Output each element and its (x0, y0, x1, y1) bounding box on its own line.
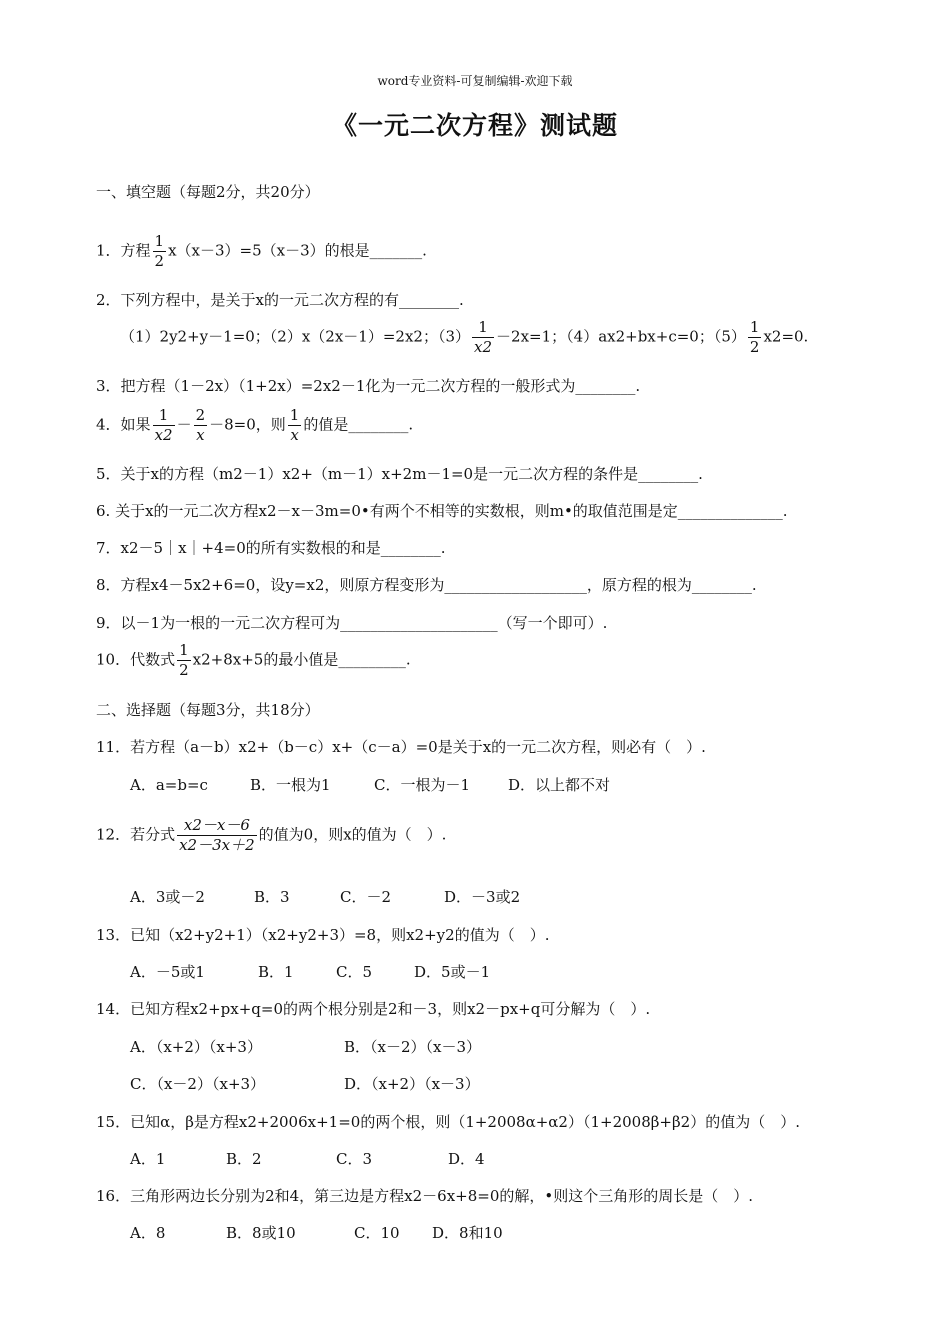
q1-frac-den: 2 (154, 252, 165, 270)
q15-option-a: A．1 (130, 1150, 166, 1168)
q13-option-c: C．5 (336, 963, 373, 981)
q4-fraction-2 (194, 408, 208, 443)
q4-frac2-den: x (196, 426, 205, 444)
q2-frac1-den: x2 (474, 338, 493, 356)
q10-suffix: x2+8x+5的最小值是_________. (192, 650, 411, 669)
q10-prefix: 10．代数式 (96, 650, 176, 669)
question-9: 9．以－1为一根的一元二次方程可为_____________________（写一个即可）. (96, 614, 608, 632)
q2-fraction-2 (748, 320, 762, 355)
q1-prefix: 1．方程 (96, 241, 151, 260)
q4-suffix: 的值是________. (303, 415, 414, 434)
q16-option-d: D．8和10 (432, 1224, 503, 1242)
q12-option-a: A．3或－2 (130, 888, 205, 906)
q12-frac-den: x2－3x＋2 (179, 836, 255, 854)
page-header: word专业资料-可复制编辑-欢迎下载 (377, 74, 573, 88)
question-12 (96, 818, 446, 853)
q10-frac-num: 1 (179, 641, 189, 659)
q11-option-a: A．a=b=c (130, 776, 208, 794)
q12-option-d: D．－3或2 (444, 888, 521, 906)
q2-frac2-num: 1 (749, 318, 760, 336)
question-13: 13．已知（x2+y2+1）（x2+y2+3）=8，则x2+y2的值为（ ）. (96, 926, 550, 944)
q16-option-a: A．8 (130, 1224, 166, 1242)
q13-option-d: D．5或－1 (414, 963, 491, 981)
q15-option-d: D．4 (448, 1150, 485, 1168)
q12-fraction (177, 818, 257, 853)
q14-options-row1 (130, 1037, 481, 1057)
q4-frac2-num: 2 (195, 406, 206, 424)
question-2: 2．下列方程中，是关于x的一元二次方程的有________. (96, 291, 464, 309)
q2-frac2-den: 2 (749, 338, 760, 356)
q4-frac3-den: x (290, 426, 299, 444)
q14-option-c: C．（x－2）（x+3） (130, 1075, 266, 1093)
q15-option-b: B．2 (226, 1150, 262, 1168)
question-5: 5．关于x的方程（m2－1）x2+（m－1）x+2m－1=0是一元二次方程的条件是________. (96, 465, 703, 483)
q15-options (130, 1149, 485, 1169)
q16-option-c: C．10 (354, 1224, 400, 1242)
section-choice-heading: 二、选择题（每题3分，共18分） (96, 701, 320, 719)
q12-options (130, 887, 520, 907)
q4-frac1-den: x2 (154, 426, 173, 444)
q13-option-b: B．1 (258, 963, 294, 981)
q16-options (130, 1223, 503, 1243)
q2-fraction-1 (472, 320, 494, 355)
q1-suffix: x（x－3）=5（x－3）的根是_______. (168, 241, 427, 260)
q14-options-row2 (130, 1074, 480, 1094)
q12-option-c: C．－2 (340, 888, 392, 906)
q13-option-a: A．－5或1 (130, 963, 205, 981)
q15-option-c: C．3 (336, 1150, 373, 1168)
q14-option-b: B．（x－2）（x－3） (344, 1038, 482, 1056)
q12-option-b: B．3 (254, 888, 290, 906)
question-3: 3．把方程（1－2x）（1+2x）=2x2－1化为一元二次方程的一般形式为________. (96, 377, 641, 395)
q4-fraction-3 (288, 408, 302, 443)
q2-frac1-num: 1 (472, 320, 494, 338)
q4-frac3-num: 1 (289, 406, 300, 424)
q14-option-d: D．（x+2）（x－3） (344, 1075, 480, 1093)
question-6: 6. 关于x的一元二次方程x2－x－3m=0•有两个不相等的实数根，则m•的取值范围是定______________. (96, 502, 788, 520)
question-10 (96, 643, 411, 678)
question-14: 14．已知方程x2+px+q=0的两个根分别是2和－3，则x2－px+q可分解为（ ）. (96, 1000, 651, 1018)
q1-frac-num: 1 (154, 232, 165, 250)
section-fill-heading: 一、填空题（每题2分，共20分） (96, 183, 320, 201)
question-16: 16．三角形两边长分别为2和4，第三边是方程x2－6x+8=0的解，•则这个三角形的周长是（ ）. (96, 1187, 754, 1205)
q10-fraction (177, 643, 191, 678)
q11-option-c: C．一根为－1 (374, 776, 471, 794)
question-7: 7．x2－5｜x｜+4=0的所有实数根的和是________. (96, 539, 446, 557)
question-2-options (120, 320, 808, 355)
q4-prefix: 4．如果 (96, 415, 151, 434)
q4-middle: －8=0，则 (209, 415, 286, 434)
question-11: 11．若方程（a－b）x2+（b－c）x+（c－a）=0是关于x的一元二次方程，则必有（ ）. (96, 738, 706, 756)
q10-frac-den: 2 (179, 661, 189, 679)
q11-options (130, 775, 610, 795)
q16-option-b: B．8或10 (226, 1224, 296, 1242)
question-1 (96, 234, 427, 269)
q11-option-b: B．一根为1 (250, 776, 331, 794)
question-15: 15．已知α，β是方程x2+2006x+1=0的两个根，则（1+2008α+α2）（1+2008β+β2）的值为（ ）. (96, 1113, 800, 1131)
q1-fraction (153, 234, 167, 269)
q12-frac-num: x2－x－6 (177, 818, 257, 836)
q14-option-a: A．（x+2）（x+3） (130, 1038, 262, 1056)
page-title: 《一元二次方程》测试题 (331, 111, 618, 140)
q13-options (130, 962, 490, 982)
q4-minus: － (176, 415, 192, 434)
q11-option-d: D．以上都不对 (508, 776, 611, 794)
question-8: 8．方程x4－5x2+6=0，设y=x2，则原方程变形为___________________，原方程的根为________. (96, 576, 757, 594)
q4-fraction-1 (153, 408, 175, 443)
q4-frac1-num: 1 (153, 408, 175, 426)
q12-prefix: 12．若分式 (96, 825, 176, 844)
q12-suffix: 的值为0，则x的值为（ ）. (258, 825, 447, 844)
q2-options-b: －2x=1；（4）ax2+bx+c=0；（5） (496, 327, 746, 346)
q2-options-c: x2=0. (763, 327, 809, 346)
question-4 (96, 408, 413, 443)
q2-options-a: （1）2y2+y－1=0；（2）x（2x－1）=2x2；（3） (120, 327, 471, 346)
